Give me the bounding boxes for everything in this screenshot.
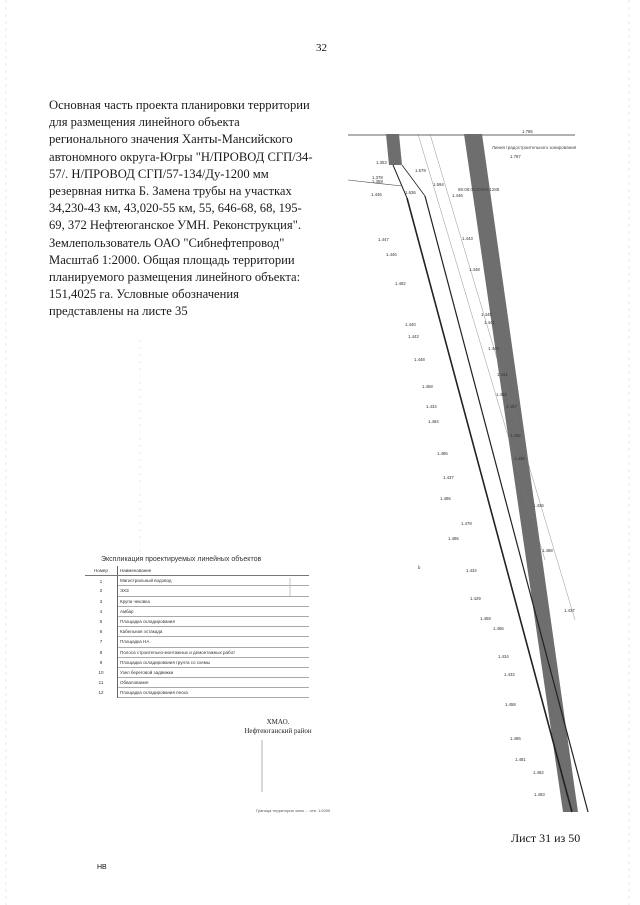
survey-point-label: 1.486 [448,536,459,541]
survey-point-label: 1.478 [461,521,472,526]
page-number: 32 [316,42,327,54]
survey-point-label: 1.359 [372,179,383,184]
map-cadastral-number: 86:08:0020902:1288 [458,187,500,192]
legend-row [85,647,309,657]
legend-header-row [85,566,309,576]
survey-point-label: 1.481 [515,757,526,762]
survey-point-label: 1.456 [493,626,504,631]
legend-row [85,606,309,616]
survey-point-label: 1.636 [405,190,416,195]
legend-row [85,678,309,688]
survey-point-label: 1.429 [470,596,481,601]
survey-point-label: 1.353 [376,160,387,165]
pipeline-strip-top [386,134,402,165]
survey-point-label: 1.435 [510,433,521,438]
legend-row-number: 7 [85,637,118,647]
legend-row [85,637,309,647]
survey-point-label: 1.446 [452,193,463,198]
map-caption: Основная часть проекта планировки территории для размещения линейного объекта регионального значения Ханты-Мансийского автономного округа-Югры "Н/ПРОВОД СГП/34- 57/. Н/ПРОВОД СГП/57-134/Ду-1200 мм резервная нитка Б. Замена трубы на участках 34,230-43 км, 43,020-55 км, 55, 646-68, 68, 195- 69, 372 Нефтеюганское УМН. Реконструкция". Землепользователь ОАО "Сибнефтепровод" Масштаб 1:2000. Общая площадь территории планируемого размещения линейного объекта: 151,4025 га. Условные обозначения представлены на листе 35 [49,98,313,319]
legend-row-number: 10 [85,667,118,677]
survey-point-label: 1.453 [496,392,507,397]
map-top-note: Линия градостроительного зонирования [492,145,577,150]
survey-point-label: 1.458 [505,702,516,707]
survey-point-label: 1.437 [443,475,454,480]
legend-row-number: 1 [85,576,118,586]
legend-row-name: Кабельная эстакада [118,627,310,637]
legend-row-number: 12 [85,688,118,698]
survey-point-label: 1.437 [564,608,575,613]
survey-point-label: 1.447 [378,237,389,242]
survey-point-label: 1.432 [504,672,515,677]
legend-row-number: 6 [85,627,118,637]
survey-point-label: 1.440 [488,346,499,351]
legend-row-name: Обвалование [118,678,310,688]
legend-row [85,586,309,596]
survey-point-label: 1.488 [542,548,553,553]
survey-point-label: 1.440 [405,322,416,327]
survey-point-label: 1.438 [514,456,525,461]
bottom-note: Граница территории зоны ... отв. 1:2000 [256,808,331,813]
survey-point-label: 1.486 [510,736,521,741]
legend-row [85,576,309,586]
survey-point-label: 1.434 [466,568,477,573]
survey-point-label: 1.443 [462,236,473,241]
legend-row [85,616,309,626]
legend-title: Экспликация проектируемых линейных объектов [101,556,262,563]
legend-row-number: 8 [85,647,118,657]
legend-row-name: ЭХЗ [118,586,310,596]
survey-point-label: 1.486 [440,496,451,501]
legend-row-name: Площадка складирования песка [118,688,310,698]
survey-point-label: 1.448 [469,267,480,272]
legend-header-number: Номер [85,566,118,576]
survey-point-label: 1.785 [522,129,533,134]
survey-point-label: 1.787 [510,154,521,159]
legend-row [85,657,309,667]
survey-point-label: 1.579 [415,168,426,173]
boundary-line-2 [430,134,575,620]
legend-row-number: 2 [85,586,118,596]
legend-row-number: 5 [85,616,118,626]
legend-row-number: 4 [85,606,118,616]
survey-point-label: 1.441 [497,372,508,377]
legend-header-name: Наименование [118,566,310,576]
legend-row-number: 9 [85,657,118,667]
corridor-line-inner [425,196,588,812]
legend-row-name: Площадка складирования грунта со схемы [118,657,310,667]
survey-point-label: 1.434 [426,404,437,409]
survey-point-label: 1.436 [533,503,544,508]
legend-row [85,596,309,606]
legend-row-name: Узел береговой задвижки [118,667,310,677]
legend-table [85,566,309,698]
survey-point-label: 1.443 [408,334,419,339]
survey-point-label: 1.483 [534,792,545,797]
survey-point-label: 1.441 [484,320,495,325]
legend-row [85,627,309,637]
point-label-group [371,129,575,797]
sheet-label: Лист 31 из 50 [511,831,581,845]
survey-point-label: 1.446 [386,252,397,257]
legend-row-number: 3 [85,596,118,606]
survey-point-label: 1.484 [428,419,439,424]
survey-point-label: 1.594 [433,182,444,187]
survey-point-label: 1.457 [506,404,517,409]
legend-row-name: Крупа чековка [118,596,310,606]
survey-point-label: 1.378 [372,175,383,180]
legend-row-name: Полоса строительно-монтажных и демонтажных работ [118,647,310,657]
corner-mark: НВ [97,864,107,871]
legend-row [85,667,309,677]
survey-point-label: 1.434 [498,654,509,659]
survey-point-label: 1.486 [437,451,448,456]
survey-point-label: 1.445 [371,192,382,197]
survey-point-label: 1.449 [481,312,492,317]
legend-row [85,688,309,698]
survey-point-label: 1.458 [480,616,491,621]
survey-point-label: 1.448 [414,357,425,362]
region-label [238,718,318,736]
letter-mark: b [418,565,421,570]
region-label-line-2: Нефтеюганский район [244,727,312,735]
legend-row-name: Амбар [118,606,310,616]
region-label-line-1: ХМАО. [266,718,290,726]
survey-point-label: 1.458 [422,384,433,389]
legend-row-number: 11 [85,678,118,688]
legend-row-name: Площадка НА [118,637,310,647]
legend-row-name: Площадка складирования [118,616,310,626]
legend-row-name: Магистральный водовод [118,576,310,586]
survey-point-label: 1.482 [395,281,406,286]
survey-point-label: 1.482 [533,770,544,775]
